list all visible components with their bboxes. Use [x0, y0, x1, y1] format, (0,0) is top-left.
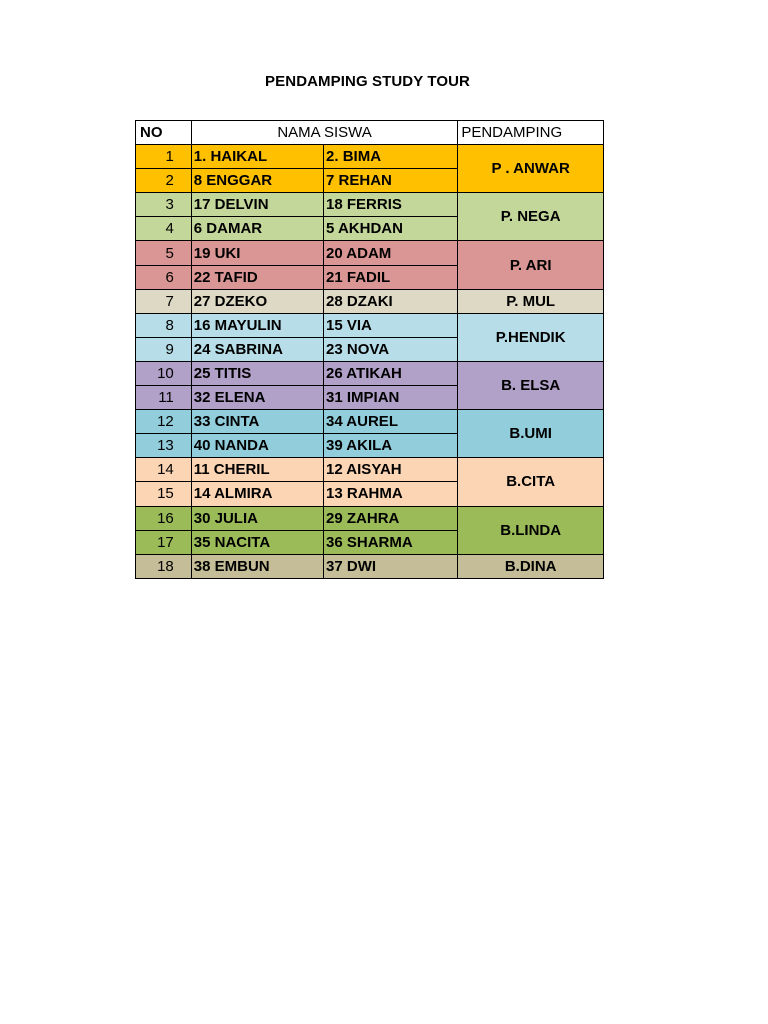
student-name: 22 TAFID	[191, 265, 323, 289]
row-number: 14	[136, 458, 192, 482]
row-number: 9	[136, 337, 192, 361]
student-name: 37 DWI	[324, 554, 458, 578]
student-name: 24 SABRINA	[191, 337, 323, 361]
row-number: 3	[136, 193, 192, 217]
student-name: 33 CINTA	[191, 410, 323, 434]
student-name: 39 AKILA	[324, 434, 458, 458]
table-row	[136, 361, 604, 385]
row-number: 13	[136, 434, 192, 458]
student-name: 40 NANDA	[191, 434, 323, 458]
pendamping-name: B.CITA	[458, 458, 604, 506]
pendamping-name: B. ELSA	[458, 361, 604, 409]
student-name: 30 JULIA	[191, 506, 323, 530]
row-number: 6	[136, 265, 192, 289]
student-name: 1. HAIKAL	[191, 145, 323, 169]
row-number: 16	[136, 506, 192, 530]
row-number: 4	[136, 217, 192, 241]
row-number: 11	[136, 386, 192, 410]
student-name: 12 AISYAH	[324, 458, 458, 482]
student-name: 15 VIA	[324, 313, 458, 337]
row-number: 15	[136, 482, 192, 506]
table-row	[136, 506, 604, 530]
pendamping-name: P.HENDIK	[458, 313, 604, 361]
student-name: 11 CHERIL	[191, 458, 323, 482]
row-number: 8	[136, 313, 192, 337]
student-name: 23 NOVA	[324, 337, 458, 361]
student-name: 31 IMPIAN	[324, 386, 458, 410]
header-pendamping: PENDAMPING	[458, 121, 604, 145]
table-row	[136, 554, 604, 578]
student-name: 5 AKHDAN	[324, 217, 458, 241]
table-row	[136, 410, 604, 434]
pendamping-name: P. NEGA	[458, 193, 604, 241]
student-name: 27 DZEKO	[191, 289, 323, 313]
table-row	[136, 241, 604, 265]
row-number: 18	[136, 554, 192, 578]
student-name: 18 FERRIS	[324, 193, 458, 217]
student-name: 32 ELENA	[191, 386, 323, 410]
row-number: 17	[136, 530, 192, 554]
student-name: 13 RAHMA	[324, 482, 458, 506]
table-row	[136, 458, 604, 482]
student-name: 2. BIMA	[324, 145, 458, 169]
table-row	[136, 193, 604, 217]
row-number: 10	[136, 361, 192, 385]
pendamping-name: B.LINDA	[458, 506, 604, 554]
student-name: 28 DZAKI	[324, 289, 458, 313]
student-name: 29 ZAHRA	[324, 506, 458, 530]
header-no: NO	[136, 121, 192, 145]
student-name: 6 DAMAR	[191, 217, 323, 241]
student-name: 35 NACITA	[191, 530, 323, 554]
pendamping-name: P . ANWAR	[458, 145, 604, 193]
companion-table	[135, 120, 604, 579]
student-name: 25 TITIS	[191, 361, 323, 385]
row-number: 5	[136, 241, 192, 265]
header-nama-siswa: NAMA SISWA	[191, 121, 458, 145]
pendamping-name: P. ARI	[458, 241, 604, 289]
student-name: 14 ALMIRA	[191, 482, 323, 506]
student-name: 19 UKI	[191, 241, 323, 265]
row-number: 1	[136, 145, 192, 169]
student-name: 21 FADIL	[324, 265, 458, 289]
student-name: 26 ATIKAH	[324, 361, 458, 385]
student-name: 7 REHAN	[324, 169, 458, 193]
page-title: PENDAMPING STUDY TOUR	[265, 73, 470, 90]
student-name: 36 SHARMA	[324, 530, 458, 554]
student-name: 17 DELVIN	[191, 193, 323, 217]
student-name: 16 MAYULIN	[191, 313, 323, 337]
row-number: 12	[136, 410, 192, 434]
student-name: 34 AUREL	[324, 410, 458, 434]
pendamping-name: B.UMI	[458, 410, 604, 458]
table-row	[136, 145, 604, 169]
pendamping-name: P. MUL	[458, 289, 604, 313]
student-name: 38 EMBUN	[191, 554, 323, 578]
pendamping-name: B.DINA	[458, 554, 604, 578]
row-number: 7	[136, 289, 192, 313]
table-row	[136, 289, 604, 313]
header-row	[136, 121, 604, 145]
student-name: 20 ADAM	[324, 241, 458, 265]
student-name: 8 ENGGAR	[191, 169, 323, 193]
row-number: 2	[136, 169, 192, 193]
table-row	[136, 313, 604, 337]
